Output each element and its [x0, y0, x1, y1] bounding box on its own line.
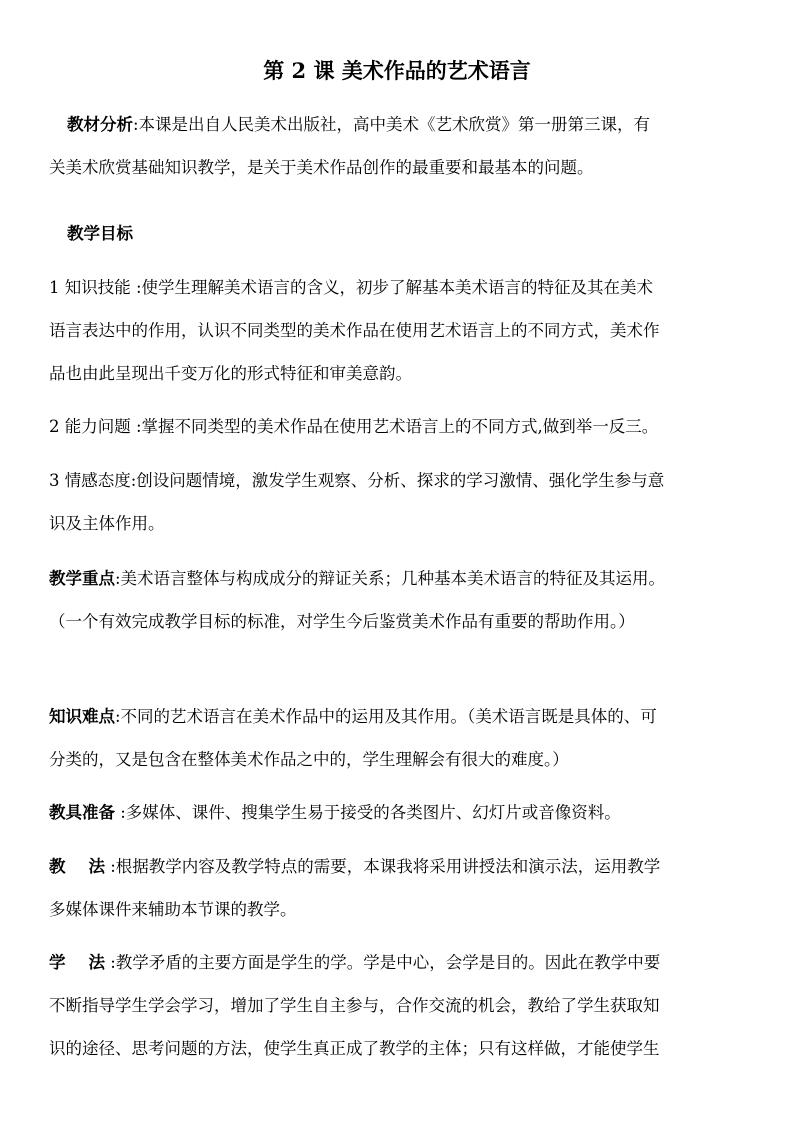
difficulties-line-1 — [49, 695, 761, 738]
key-points-text-2: （一个有效完成教学目标的标准，对学生今后鉴赏美术作品有重要的帮助作用。） — [49, 612, 635, 631]
objective-2-label: 2 能力问题 — [49, 417, 131, 436]
learning-method-line-1 — [49, 941, 761, 984]
learning-method-line-3 — [49, 1027, 761, 1070]
objective-3-text-1: :创设问题情境，激发学生观察、分析、探求的学习激情、强化学生参与意 — [130, 471, 665, 490]
analysis-text-1: :本课是出自人民美术出版社，高中美术《艺术欣赏》第一册第三课，有 — [133, 115, 651, 134]
learning-method-text-3: 识的途径、思考问题的方法，使学生真正成了教学的主体；只有这样做，才能使学生 — [49, 1039, 660, 1058]
analysis-paragraph — [49, 103, 761, 189]
objective-2-paragraph — [49, 405, 761, 448]
objective-2-line-1 — [49, 405, 761, 448]
teaching-method-text-2: 多媒体课件来辅助本节课的教学。 — [49, 900, 297, 919]
tools-label: 教具准备 — [49, 803, 115, 822]
objective-1-line-1 — [49, 266, 761, 309]
objective-1-paragraph — [49, 266, 761, 395]
key-points-line-2 — [49, 600, 761, 640]
key-points-label: 教学重点 — [49, 569, 115, 588]
objectives-heading: 教学目标 — [67, 224, 133, 243]
analysis-label: 教材分析 — [67, 115, 133, 134]
learning-method-paragraph — [49, 941, 761, 1070]
objective-3-paragraph — [49, 459, 761, 545]
lesson-title: 第 2 课 美术作品的艺术语言 — [263, 58, 531, 83]
objective-3-line-1 — [49, 459, 761, 502]
difficulties-paragraph — [49, 695, 761, 781]
learning-method-text-1: :教学矛盾的主要方面是学生的学。学是中心，会学是目的。因此在教学中要 — [104, 953, 661, 972]
learning-method-label: 学 法 — [49, 953, 105, 972]
key-points-line-1 — [49, 557, 761, 600]
tools-text-1: :多媒体、课件、搜集学生易于接受的各类图片、幻灯片或音像资料。 — [115, 803, 621, 822]
objective-3-line-2 — [49, 502, 761, 545]
objective-1-line-2 — [49, 309, 761, 352]
learning-method-line-2 — [49, 984, 761, 1027]
analysis-line-1 — [49, 103, 761, 146]
key-points-paragraph — [49, 557, 761, 640]
key-points-text-1: :美术语言整体与构成成分的辩证关系；几种基本美术语言的特征及其运用。 — [115, 569, 666, 588]
objective-1-text-1: :使学生理解美术语言的含义，初步了解基本美术语言的特征及其在美术 — [130, 278, 654, 297]
learning-method-text-2: 不断指导学生学会学习，增加了学生自主参与，合作交流的机会，教给了学生获取知 — [49, 996, 660, 1015]
analysis-line-2 — [49, 146, 761, 189]
difficulties-text-2: 分类的，又是包含在整体美术作品之中的，学生理解会有很大的难度。） — [49, 750, 569, 769]
difficulties-text-1: :不同的艺术语言在美术作品中的运用及其作用。（美术语言既是具体的、可 — [115, 707, 657, 726]
objective-2-text-1: :掌握不同类型的美术作品在使用艺术语言上的不同方式,做到举一反三。 — [130, 417, 659, 436]
objective-1-text-2: 语言表达中的作用，认识不同类型的美术作品在使用艺术语言上的不同方式，美术作 — [49, 321, 660, 340]
teaching-method-label: 教 法 — [49, 857, 105, 876]
objective-1-label: 1 知识技能 — [49, 278, 131, 297]
objective-1-line-3 — [49, 352, 761, 395]
teaching-method-text-1: :根据教学内容及教学特点的需要，本课我将采用讲授法和演示法，运用教学 — [104, 857, 661, 876]
teaching-method-paragraph — [49, 845, 761, 931]
teaching-method-line-1 — [49, 845, 761, 888]
tools-paragraph — [49, 791, 761, 834]
objective-3-label: 3 情感态度 — [49, 471, 131, 490]
objective-3-text-2: 识及主体作用。 — [49, 514, 165, 533]
analysis-text-2: 关美术欣赏基础知识教学，是关于美术作品创作的最重要和最基本的问题。 — [49, 158, 594, 177]
difficulties-line-2 — [49, 738, 761, 781]
teaching-method-line-2 — [49, 888, 761, 931]
objective-1-text-3: 品也由此呈现出千变万化的形式特征和审美意韵。 — [49, 364, 412, 383]
difficulties-label: 知识难点 — [49, 707, 115, 726]
tools-line-1 — [49, 791, 761, 834]
